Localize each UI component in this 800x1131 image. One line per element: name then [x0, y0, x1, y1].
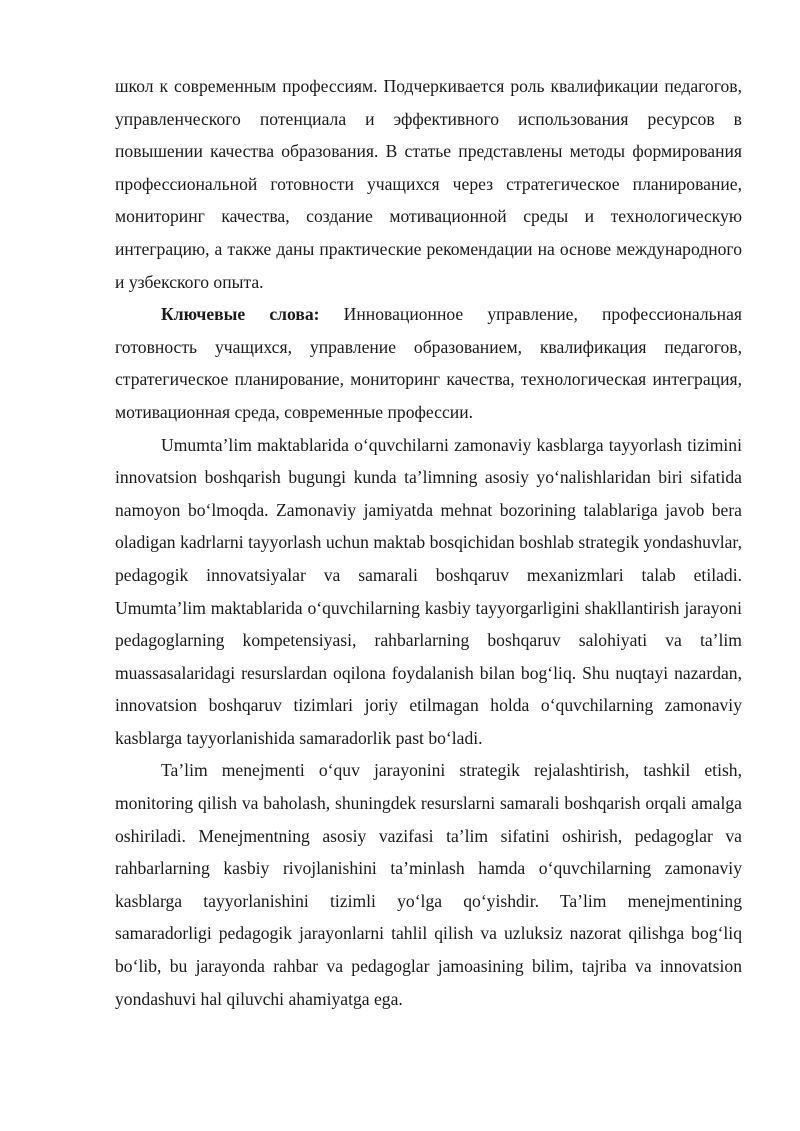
body-paragraph-1: Umumta’lim maktablarida o‘quvchilarni zamonaviy kasblarga tayyorlash tizimini innovatsion boshqarish bugungi kunda ta’limning asosiy yo‘nalishlaridan biri sifatida namoyon bo‘lmoqda. Zamonaviy jamiyatda mehnat bozorining talablariga javob bera oladigan kadrlarni tayyorlash uchun maktab bosqichidan boshlab strategik yondashuvlar, pedagogik innovatsiyalar va samarali boshqaruv mexanizmlari talab etiladi. Umumta’lim maktablarida o‘quvchilarning kasbiy tayyorgarligini shakllantirish jarayoni pedagoglarning kompetensiyasi, rahbarlarning boshqaruv salohiyati va ta’lim muassasalaridagi resurslardan oqilona foydalanish bilan bog‘liq. Shu nuqtayi nazardan, innovatsion boshqaruv tizimlari joriy etilmagan holda o‘quvchilarning zamonaviy kasblarga tayyorlanishida samaradorlik past bo‘ladi. — [115, 434, 742, 748]
keywords-text: Инновационное управление, профессиональная готовность учащихся, управление образованием, квалификация педагогов, стратегическое планирование, мониторинг качества, технологическая интеграция, мотивационная среда, современные профессии. — [115, 304, 742, 422]
keywords-paragraph — [115, 298, 742, 428]
body-paragraph-2: Ta’lim menejmenti o‘quv jarayonini strategik rejalashtirish, tashkil etish, monitoring qilish va baholash, shuningdek resurslarni samarali boshqarish orqali amalga oshiriladi. Menejmentning asosiy vazifasi ta’lim sifatini oshirish, pedagoglar va rahbarlarning kasbiy rivojlanishini ta’minlash hamda o‘quvchilarning zamonaviy kasblarga tayyorlanishini tizimli yo‘lga qo‘yishdir. Ta’lim menejmentining samaradorligi pedagogik jarayonlarni tahlil qilish va uzluksiz nazorat qilishga bog‘liq bo‘lib, bu jarayonda rahbar va pedagoglar jamoasining bilim, tajriba va innovatsion yondashuvi hal qiluvchi ahamiyatga ega. — [115, 760, 742, 1009]
keywords-label: Ключевые слова: — [161, 304, 320, 325]
document-body — [115, 70, 742, 1015]
abstract-continuation-paragraph: школ к современным профессиям. Подчеркивается роль квалификации педагогов, управленческого потенциала и эффективного использования ресурсов в повышении качества образования. В статье представлены методы формирования профессиональной готовности учащихся через стратегическое планирование, мониторинг качества, создание мотивационной среды и технологическую интеграцию, а также даны практические рекомендации на основе международного и узбекского опыта. — [115, 76, 742, 292]
